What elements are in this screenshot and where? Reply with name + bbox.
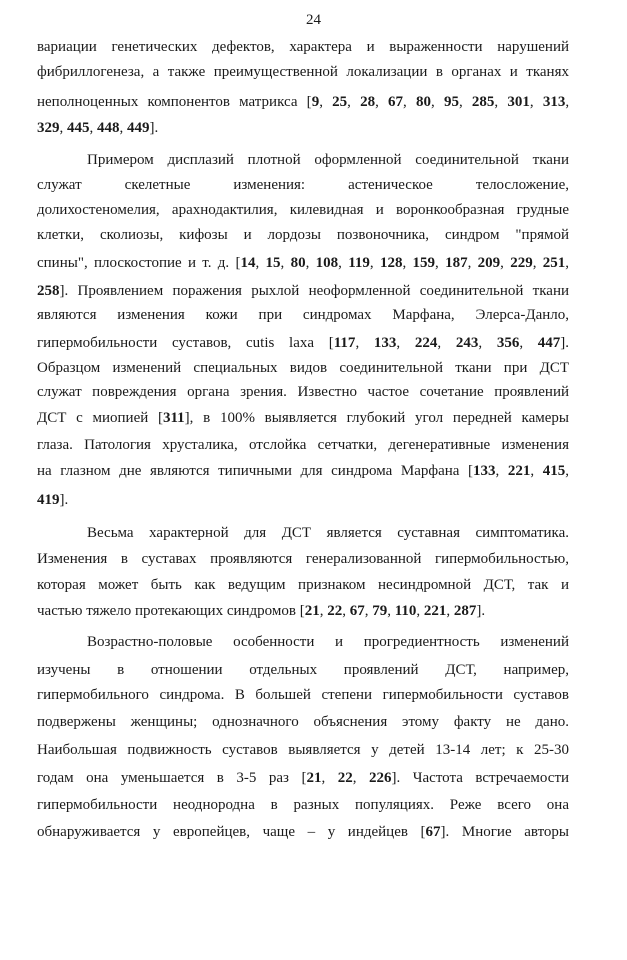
text-span: обнаруживается у европейцев, чаще – у индейцев [ [37,824,426,840]
reference-number: 313 [542,94,566,110]
reference-number: 67 [388,94,404,110]
text-line [37,253,569,273]
reference-number: 22 [337,770,353,786]
text-line [37,549,569,569]
text-span: , [495,463,508,479]
reference-number: 448 [97,120,120,136]
text-span: Образцом изменений специальных видов соединительной ткани при ДСТ [37,360,569,376]
text-line [37,795,569,815]
text-span: ]. [476,603,486,619]
text-line [37,305,569,325]
text-line [37,461,569,481]
text-line [37,822,569,842]
reference-number: 79 [372,603,388,619]
reference-number: 117 [333,335,356,351]
reference-number: 209 [477,255,501,271]
text-line [37,175,569,195]
text-span: , [435,255,446,271]
reference-number: 95 [443,94,459,110]
text-span: , [416,603,424,619]
text-span: , [280,255,291,271]
text-line [37,435,569,455]
reference-number: 356 [496,335,520,351]
text-span: спины", плоскостопие и т. д. [ [37,255,241,271]
text-span: , [89,120,97,136]
text-line [37,200,569,220]
text-span: , [494,94,508,110]
text-span: , [402,255,413,271]
text-line [87,632,569,652]
text-line [37,660,569,680]
reference-number: 9 [311,94,320,110]
text-span: , [255,255,266,271]
reference-number: 15 [265,255,281,271]
reference-number: 67 [349,603,365,619]
reference-number: 415 [542,463,566,479]
text-span: подвержены женщины; однозначного объяснения этому факту не дано. [37,714,569,730]
text-span: Примером дисплазий плотной оформленной соединительной ткани [87,152,569,168]
text-line [37,490,569,510]
text-span: , [305,255,316,271]
text-line [37,685,569,705]
text-span: гипермобильности суставов, cutis laxa [ [37,335,334,351]
text-span: ДСТ с миопией [ [37,410,163,426]
text-line [37,601,569,621]
text-span: , [352,770,370,786]
text-span: , [437,335,456,351]
reference-number: 21 [306,770,322,786]
text-line [37,62,569,82]
text-span: Изменения в суставах проявляются генерализованной гипермобильностью, [37,551,569,567]
text-span: Возрастно-половые особенности и прогредиентность изменений [87,634,569,650]
text-span: , [467,255,478,271]
reference-number: 119 [348,255,370,271]
text-span: ]. [560,335,570,351]
text-line [37,740,569,760]
reference-number: 226 [369,770,392,786]
text-line [37,712,569,732]
reference-number: 445 [67,120,90,136]
text-span: неполноценных компонентов матрикса [ [37,94,312,110]
text-span: , [369,255,380,271]
text-span: , [59,120,67,136]
text-span: ], в 100% выявляется глубокий угол передней камеры [184,410,569,426]
text-span: , [321,770,338,786]
reference-number: 449 [127,120,150,136]
text-span: фибриллогенеза, а также преимущественной локализации в органах и тканях [37,64,569,80]
reference-number: 14 [240,255,256,271]
text-span: , [478,335,497,351]
text-span: на глазном дне являются типичными для синдрома Марфана [ [37,463,474,479]
reference-number: 133 [373,335,397,351]
reference-number: 221 [507,463,531,479]
text-span: , [387,603,395,619]
text-span: , [403,94,416,110]
reference-number: 447 [537,335,561,351]
reference-number: 187 [445,255,468,271]
reference-number: 108 [315,255,339,271]
text-span: , [529,94,543,110]
text-line [37,118,569,138]
text-span: гипермобильности неоднородна в разных популяциях. Реже всего она [37,797,569,813]
text-span: , [396,335,415,351]
text-span: ]. [149,120,159,136]
text-span: , [319,94,333,110]
text-span: ]. Проявлением поражения рыхлой неоформленной соединительной ткани [59,283,569,299]
text-line [37,358,569,378]
reference-number: 311 [162,410,185,426]
text-line [37,37,569,57]
text-span: , [347,94,361,110]
text-span: , [565,463,569,479]
text-span: , [338,255,349,271]
text-span: ]. Частота встречаемости [391,770,570,786]
text-span: глаза. Патология хрусталика, отслойка сетчатки, дегенеративные изменения [37,437,569,453]
text-span: клетки, сколиозы, кифозы и лордозы позвоночника, синдром "прямой [37,227,569,243]
text-span: , [519,335,538,351]
text-span: , [119,120,127,136]
text-span: , [375,94,389,110]
reference-number: 258 [37,283,60,299]
reference-number: 21 [304,603,320,619]
text-span: Весьма характерной для ДСТ является суставная симптоматика. [87,525,569,541]
text-line [37,281,569,301]
text-span: , [565,255,570,271]
text-span: вариации генетических дефектов, характера и выраженности нарушений [37,39,569,55]
text-span: ]. Многие авторы [440,824,570,840]
text-line [37,575,569,595]
text-span: , [458,94,472,110]
reference-number: 133 [473,463,496,479]
text-span: , [532,255,543,271]
reference-number: 221 [423,603,447,619]
reference-number: 243 [455,335,479,351]
reference-number: 301 [507,94,530,110]
reference-number: 251 [542,255,566,271]
text-span: гипермобильного синдрома. В большей степени гипермобильности суставов [37,687,569,703]
text-span: , [446,603,454,619]
reference-number: 22 [327,603,343,619]
text-span: , [364,603,373,619]
text-span: являются изменения кожи при синдромах Марфана, Элерса-Данло, [37,307,569,323]
text-line [37,333,569,353]
text-span: , [319,603,328,619]
text-span: частью тяжело протекающих синдромов [ [37,603,305,619]
text-span: , [500,255,511,271]
text-span: служат повреждения органа зрения. Известно частое сочетание проявлений [37,384,569,400]
text-span: годам она уменьшается в 3-5 раз [ [37,770,307,786]
reference-number: 67 [425,824,441,840]
reference-number: 80 [416,94,431,110]
reference-number: 287 [453,603,477,619]
text-span: , [530,463,543,479]
text-span: служат скелетные изменения: астеническое телосложение, [37,177,569,193]
reference-number: 224 [414,335,438,351]
text-line [87,150,569,170]
text-span: , [431,94,444,110]
text-span: которая может быть как ведущим признаком несиндромной ДСТ, так и [37,577,569,593]
reference-number: 329 [37,120,60,136]
text-span: долихостеномелия, арахнодактилия, килевидная и воронкообразная грудные [37,202,569,218]
text-span: , [342,603,350,619]
reference-number: 28 [360,94,376,110]
reference-number: 128 [379,255,403,271]
reference-number: 110 [394,603,417,619]
text-span: изучены в отношении отдельных проявлений ДСТ, например, [37,662,569,678]
reference-number: 159 [412,255,436,271]
reference-number: 419 [37,492,60,508]
text-line [37,382,569,402]
page-number: 24 [306,12,321,28]
text-line [37,768,569,788]
text-span: Наибольшая подвижность суставов выявляется у детей 13-14 лет; к 25-30 [37,742,569,758]
reference-number: 229 [510,255,533,271]
text-span: ]. [59,492,69,508]
text-line [87,523,569,543]
reference-number: 285 [471,94,495,110]
text-line [37,225,569,245]
text-line [37,92,569,112]
reference-number: 80 [290,255,306,271]
text-span: , [565,94,570,110]
reference-number: 25 [332,94,348,110]
text-line [37,408,569,428]
text-span: , [355,335,374,351]
